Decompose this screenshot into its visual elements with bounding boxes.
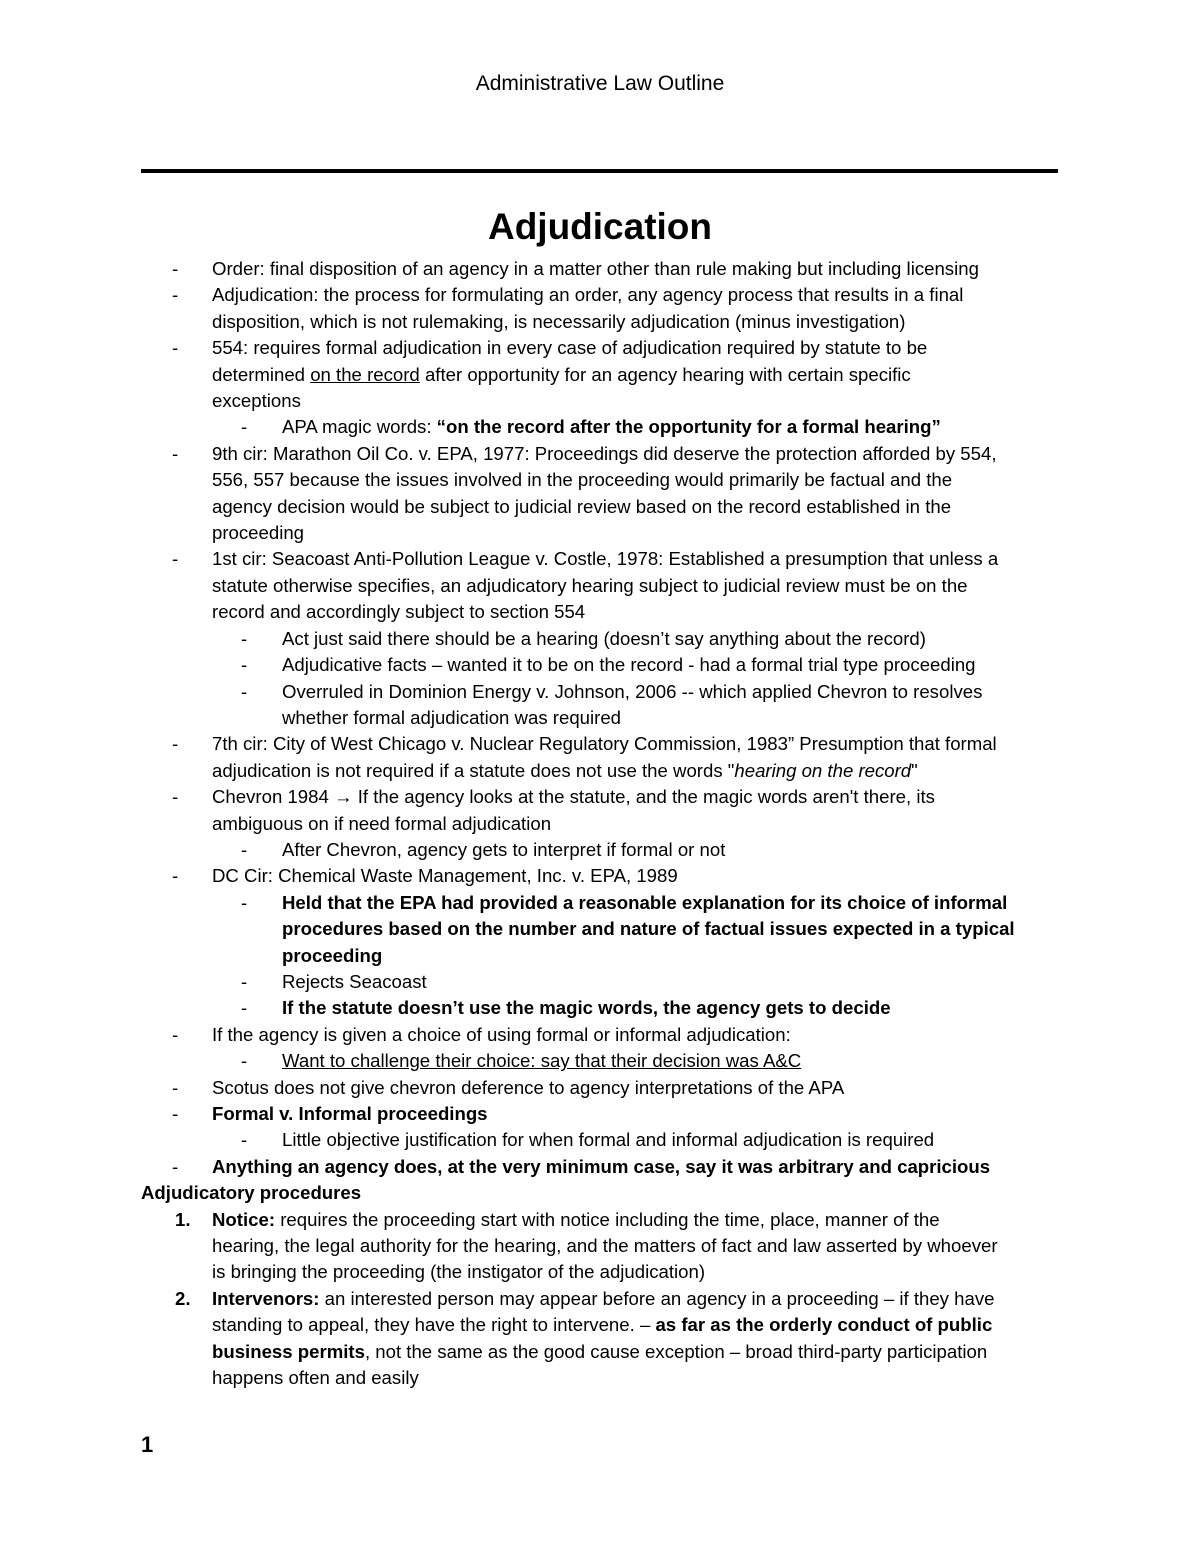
bullet-chevron-cont <box>141 811 1071 837</box>
bullet-dash: - <box>241 838 248 860</box>
bullet-dash: - <box>241 654 248 676</box>
line-text: statute otherwise specifies, an adjudicatory hearing subject to judicial review must be on the <box>212 574 968 596</box>
bullet-formal <box>141 1101 1071 1127</box>
line-text: If the agency looks at the statute, and the magic words aren't there, its <box>352 786 935 808</box>
line-text: 9th cir: Marathon Oil Co. v. EPA, 1977: Proceedings did deserve the protection afforded by 554, <box>212 442 997 464</box>
numbered-item-notice <box>141 1207 1071 1233</box>
bullet-dash: - <box>172 1155 179 1177</box>
sub-bullet-choice <box>141 1048 1071 1074</box>
bullet-dash: - <box>172 1076 179 1098</box>
bullet-dash: - <box>172 1023 179 1045</box>
procedures-heading: Adjudicatory procedures <box>141 1182 362 1204</box>
line-text: " <box>911 759 918 781</box>
bullet-dash: - <box>172 258 179 279</box>
bullet-marathon <box>141 441 1071 467</box>
bullet-554 <box>141 335 1071 361</box>
sub-bullet-seacoast-3 <box>141 679 1071 705</box>
numbered-item-intervenors-cont <box>141 1339 1071 1365</box>
bullet-seacoast <box>141 546 1071 572</box>
line-text: is bringing the proceeding (the instigator of the adjudication) <box>212 1261 706 1283</box>
line-text: APA magic words: <box>282 416 437 438</box>
italic-text: hearing on the record <box>734 759 912 781</box>
bullet-choice <box>141 1022 1071 1048</box>
list-number: 2. <box>175 1287 191 1309</box>
sub-bullet-formal <box>141 1127 1071 1153</box>
header-rule <box>141 169 1058 173</box>
line-text: happens often and easily <box>212 1367 419 1389</box>
bullet-dash: - <box>172 284 179 306</box>
bold-text: Notice: <box>212 1208 276 1230</box>
bullet-554-cont <box>141 388 1071 414</box>
bullet-order <box>141 256 1071 282</box>
bullet-adjudication <box>141 282 1071 308</box>
bullet-dash: - <box>172 1103 179 1124</box>
sub-bullet-seacoast-2 <box>141 652 1071 678</box>
bullet-dash: - <box>241 416 248 438</box>
bullet-dash: - <box>172 786 179 808</box>
line-text: Scotus does not give chevron deference to agency interpretations of the APA <box>212 1076 845 1098</box>
line-text: disposition, which is not rulemaking, is necessarily adjudication (minus investigation) <box>212 310 906 332</box>
bullet-dash: - <box>241 891 248 913</box>
sub-bullet-dc-1 <box>141 890 1071 916</box>
bold-text: “on the record after the opportunity for a formal hearing” <box>436 416 941 438</box>
numbered-item-intervenors-cont <box>141 1312 1071 1338</box>
line-text: an interested person may appear before an agency in a proceeding – if they have <box>319 1287 995 1309</box>
bullet-dash: - <box>241 627 248 649</box>
line-text: adjudication is not required if a statute does not use the words " <box>212 759 735 781</box>
bullet-dash: - <box>241 970 248 992</box>
bullet-anything <box>141 1154 1071 1180</box>
bullet-scotus <box>141 1075 1071 1101</box>
bold-text: Anything an agency does, at the very minimum case, say it was arbitrary and capricious <box>212 1155 991 1177</box>
running-header: Administrative Law Outline <box>475 72 725 95</box>
sub-bullet-seacoast-1 <box>141 626 1071 652</box>
line-text: After Chevron, agency gets to interpret if formal or not <box>282 838 726 860</box>
line-text: agency decision would be subject to judicial review based on the record established in the <box>212 495 952 517</box>
bold-text: procedures based on the number and nature of factual issues expected in a typical <box>282 918 1015 940</box>
bullet-dash: - <box>172 865 179 887</box>
bullet-west-chicago <box>141 731 1071 757</box>
underlined-text: on the record <box>310 363 420 385</box>
bullet-dash: - <box>172 548 179 570</box>
line-text: ambiguous on if need formal adjudication <box>212 812 552 834</box>
bullet-dc-cir <box>141 863 1071 889</box>
section-title: Adjudication <box>487 206 713 247</box>
sub-bullet-dc-3 <box>141 995 1071 1021</box>
bullet-dash: - <box>172 337 179 359</box>
bullet-adjudication-cont <box>141 309 1071 335</box>
line-text: whether formal adjudication was required <box>282 706 621 728</box>
line-text: , not the same as the good cause exception – broad third-party participation <box>364 1340 988 1362</box>
bullet-dash: - <box>172 442 179 464</box>
list-number: 1. <box>175 1208 191 1230</box>
line-text: Act just said there should be a hearing (doesn’t say anything about the record) <box>282 627 926 649</box>
bullet-dash: - <box>241 680 248 702</box>
bullet-dash: - <box>241 997 248 1019</box>
sub-bullet-chevron <box>141 837 1071 863</box>
outline-body <box>141 256 1071 1391</box>
line-text: standing to appeal, they have the right to intervene. – <box>212 1314 656 1336</box>
line-text: after opportunity for an agency hearing with certain specific <box>419 363 911 385</box>
bullet-seacoast-cont <box>141 599 1071 625</box>
line-text: 7th cir: City of West Chicago v. Nuclear Regulatory Commission, 1983” Presumption that formal <box>212 733 997 755</box>
line-text: DC Cir: Chemical Waste Management, Inc. v. EPA, 1989 <box>212 865 678 887</box>
line-text: requires the proceeding start with notice including the time, place, manner of the <box>275 1208 940 1230</box>
bold-text: business permits <box>212 1340 365 1362</box>
page-number: 1 <box>141 1432 154 1457</box>
line-text: proceeding <box>212 522 305 544</box>
line-text: 554: requires formal adjudication in every case of adjudication required by statute to be <box>212 337 928 359</box>
sub-bullet-dc-1-cont <box>141 916 1071 942</box>
bold-text: Intervenors: <box>212 1287 320 1309</box>
bullet-dash: - <box>172 733 179 755</box>
bullet-554-cont <box>141 362 1071 388</box>
numbered-item-intervenors <box>141 1286 1071 1312</box>
bullet-marathon-cont <box>141 494 1071 520</box>
line-text: Adjudication: the process for formulating an order, any agency process that results in a final <box>212 284 964 306</box>
bold-text: If the statute doesn’t use the magic words, the agency gets to decide <box>282 997 891 1019</box>
line-text: Chevron 1984 <box>212 786 334 808</box>
underlined-text: Want to challenge their choice: say that their decision was A&C <box>282 1050 802 1072</box>
line-text: exceptions <box>212 390 301 412</box>
line-text: Little objective justification for when formal and informal adjudication is required <box>282 1129 935 1151</box>
bullet-dash: - <box>241 1050 248 1072</box>
bullet-seacoast-cont <box>141 573 1071 599</box>
arrow-icon: → <box>333 786 353 808</box>
bold-text: Held that the EPA had provided a reasonable explanation for its choice of informal <box>282 891 1008 913</box>
bullet-west-chicago-cont <box>141 758 1071 784</box>
line-text: Order: final disposition of an agency in a matter other than rule making but including licensing <box>212 258 979 279</box>
bullet-chevron <box>141 784 1071 810</box>
numbered-item-intervenors-cont <box>141 1365 1071 1391</box>
sub-bullet-dc-1-cont <box>141 943 1071 969</box>
line-text: If the agency is given a choice of using formal or informal adjudication: <box>212 1023 791 1045</box>
line-text: Adjudicative facts – wanted it to be on the record - had a formal trial type proceeding <box>282 654 976 676</box>
bullet-marathon-cont <box>141 467 1071 493</box>
sub-bullet-dc-2 <box>141 969 1071 995</box>
line-text: 1st cir: Seacoast Anti-Pollution League v. Costle, 1978: Established a presumption that unless a <box>212 548 999 570</box>
bold-text: Formal v. Informal proceedings <box>212 1103 488 1124</box>
numbered-item-notice-cont <box>141 1233 1071 1259</box>
line-text: hearing, the legal authority for the hearing, and the matters of fact and law asserted by whoever <box>212 1235 998 1257</box>
bold-text: proceeding <box>282 944 383 966</box>
line-text: Rejects Seacoast <box>282 970 427 992</box>
bullet-dash: - <box>241 1129 248 1151</box>
line-text: record and accordingly subject to section 554 <box>212 601 586 623</box>
numbered-item-notice-cont <box>141 1259 1071 1285</box>
bold-text: as far as the orderly conduct of public <box>655 1314 993 1336</box>
line-text: 556, 557 because the issues involved in the proceeding would primarily be factual and the <box>212 469 953 491</box>
bullet-marathon-cont <box>141 520 1071 546</box>
sub-bullet-apa <box>141 414 1071 440</box>
line-text: determined <box>212 363 311 385</box>
line-text: Overruled in Dominion Energy v. Johnson, 2006 -- which applied Chevron to resolves <box>282 680 983 702</box>
sub-bullet-seacoast-3-cont <box>141 705 1071 731</box>
